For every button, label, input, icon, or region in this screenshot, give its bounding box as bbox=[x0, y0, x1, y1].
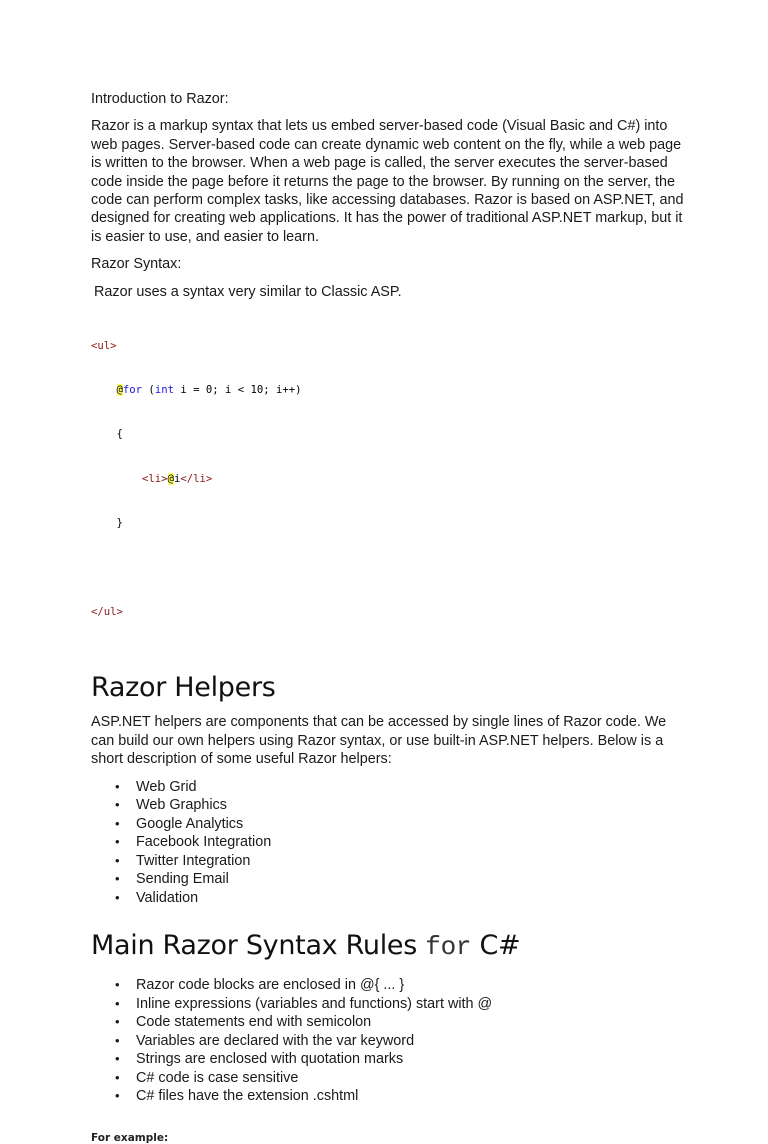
rule-list-item-text: C# files have the extension .cshtml bbox=[136, 1088, 359, 1105]
code-paren-open: ( bbox=[142, 384, 155, 397]
bullet-icon: • bbox=[115, 977, 120, 993]
code-loop-rest: i = 0; i < 10; i++) bbox=[173, 384, 302, 397]
helper-list-item bbox=[91, 870, 691, 889]
helpers-list bbox=[91, 778, 691, 908]
rule-list-item bbox=[91, 1032, 691, 1051]
bullet-icon: • bbox=[115, 852, 120, 868]
document-page bbox=[91, 90, 691, 1144]
code-brace-close: } bbox=[116, 517, 123, 530]
code-li-variable: i bbox=[173, 472, 181, 485]
code-line-brace-open bbox=[91, 427, 691, 442]
code-line-ul-close bbox=[91, 605, 691, 620]
rules-list bbox=[91, 976, 691, 1106]
rules-heading-for: for bbox=[425, 932, 472, 963]
bullet-icon: • bbox=[115, 995, 120, 1011]
for-example-label: For example: bbox=[91, 1131, 169, 1144]
rule-list-item-text: Variables are declared with the var keyword bbox=[136, 1032, 415, 1049]
helper-list-item bbox=[91, 778, 691, 797]
bullet-icon: • bbox=[115, 889, 120, 905]
helpers-heading: Razor Helpers bbox=[91, 672, 276, 704]
bullet-icon: • bbox=[115, 1051, 120, 1067]
code-brace-open: { bbox=[116, 428, 123, 441]
rule-list-item-text: Code statements end with semicolon bbox=[136, 1014, 372, 1031]
bullet-icon: • bbox=[115, 871, 120, 887]
code-li-close-tag: </li> bbox=[180, 472, 213, 485]
bullet-icon: • bbox=[115, 815, 120, 831]
code-line-ul-open bbox=[91, 339, 691, 354]
helper-list-item bbox=[91, 815, 691, 834]
helper-list-item-text: Web Grid bbox=[136, 778, 197, 795]
bullet-icon: • bbox=[115, 834, 120, 850]
code-ul-open-tag: <ul> bbox=[91, 339, 117, 352]
bullet-icon: • bbox=[115, 1088, 120, 1104]
rule-list-item-text: Razor code blocks are enclosed in @{ ... } bbox=[136, 977, 405, 994]
helper-list-item-text: Google Analytics bbox=[136, 815, 244, 832]
rule-list-item bbox=[91, 1087, 691, 1106]
helper-list-item bbox=[91, 852, 691, 871]
helpers-paragraph: ASP.NET helpers are components that can be accessed by single lines of Razor code. We can build our own helpers using Razor syntax, or use built-in ASP.NET helpers. Below is a short description of some useful Razor helpers: bbox=[91, 714, 667, 768]
code-line-li bbox=[91, 472, 691, 487]
bullet-icon: • bbox=[115, 797, 120, 813]
helper-list-item bbox=[91, 889, 691, 908]
helper-list-item-text: Validation bbox=[136, 889, 199, 906]
code-sample bbox=[91, 309, 691, 649]
helper-list-item-text: Sending Email bbox=[136, 871, 229, 888]
bullet-icon: • bbox=[115, 778, 120, 794]
syntax-paragraph: Razor uses a syntax very similar to Classic ASP. bbox=[94, 283, 402, 300]
bullet-icon: • bbox=[115, 1014, 120, 1030]
code-line-brace-close bbox=[91, 516, 691, 531]
helper-list-item bbox=[91, 796, 691, 815]
rules-heading-post: C# bbox=[471, 930, 521, 962]
rule-list-item bbox=[91, 976, 691, 995]
rule-list-item bbox=[91, 1013, 691, 1032]
rule-list-item bbox=[91, 1050, 691, 1069]
rules-heading bbox=[91, 929, 691, 964]
rule-list-item-text: Strings are enclosed with quotation marks bbox=[136, 1051, 404, 1068]
code-li-open-tag: <li> bbox=[142, 472, 168, 485]
intro-label: Introduction to Razor: bbox=[91, 91, 229, 107]
helper-list-item-text: Facebook Integration bbox=[136, 834, 272, 851]
rules-heading-pre: Main Razor Syntax Rules bbox=[91, 930, 426, 962]
rule-list-item bbox=[91, 995, 691, 1014]
code-line-blank bbox=[91, 561, 691, 576]
rule-list-item-text: Inline expressions (variables and functions) start with @ bbox=[136, 995, 493, 1012]
code-int-keyword: int bbox=[154, 384, 174, 397]
code-at-symbol-inline: @ bbox=[167, 472, 174, 485]
code-line-for bbox=[91, 383, 691, 398]
syntax-label: Razor Syntax: bbox=[91, 256, 182, 273]
rule-list-item bbox=[91, 1069, 691, 1088]
bullet-icon: • bbox=[115, 1069, 120, 1085]
helper-list-item-text: Web Graphics bbox=[136, 797, 227, 814]
rule-list-item-text: C# code is case sensitive bbox=[136, 1069, 299, 1086]
code-ul-close-tag: </ul> bbox=[91, 606, 123, 618]
helper-list-item-text: Twitter Integration bbox=[136, 852, 251, 869]
intro-paragraph: Razor is a markup syntax that lets us embed server-based code (Visual Basic and C#) into web pages. Server-based code can create dynamic web content on the fly, while a web page is written to the browser. When a web page is called, the server executes the server-based code inside the page before it returns the page to the browser. By running on the server, the code can perform complex tasks, like accessing databases. Razor is based on ASP.NET, and designed for creating web applications. It has the power of traditional ASP.NET markup, but it is easier to use, and easier to learn. bbox=[91, 118, 684, 245]
code-for-keyword: for bbox=[122, 384, 143, 397]
helper-list-item bbox=[91, 833, 691, 852]
bullet-icon: • bbox=[115, 1032, 120, 1048]
code-at-symbol: @ bbox=[116, 384, 123, 397]
